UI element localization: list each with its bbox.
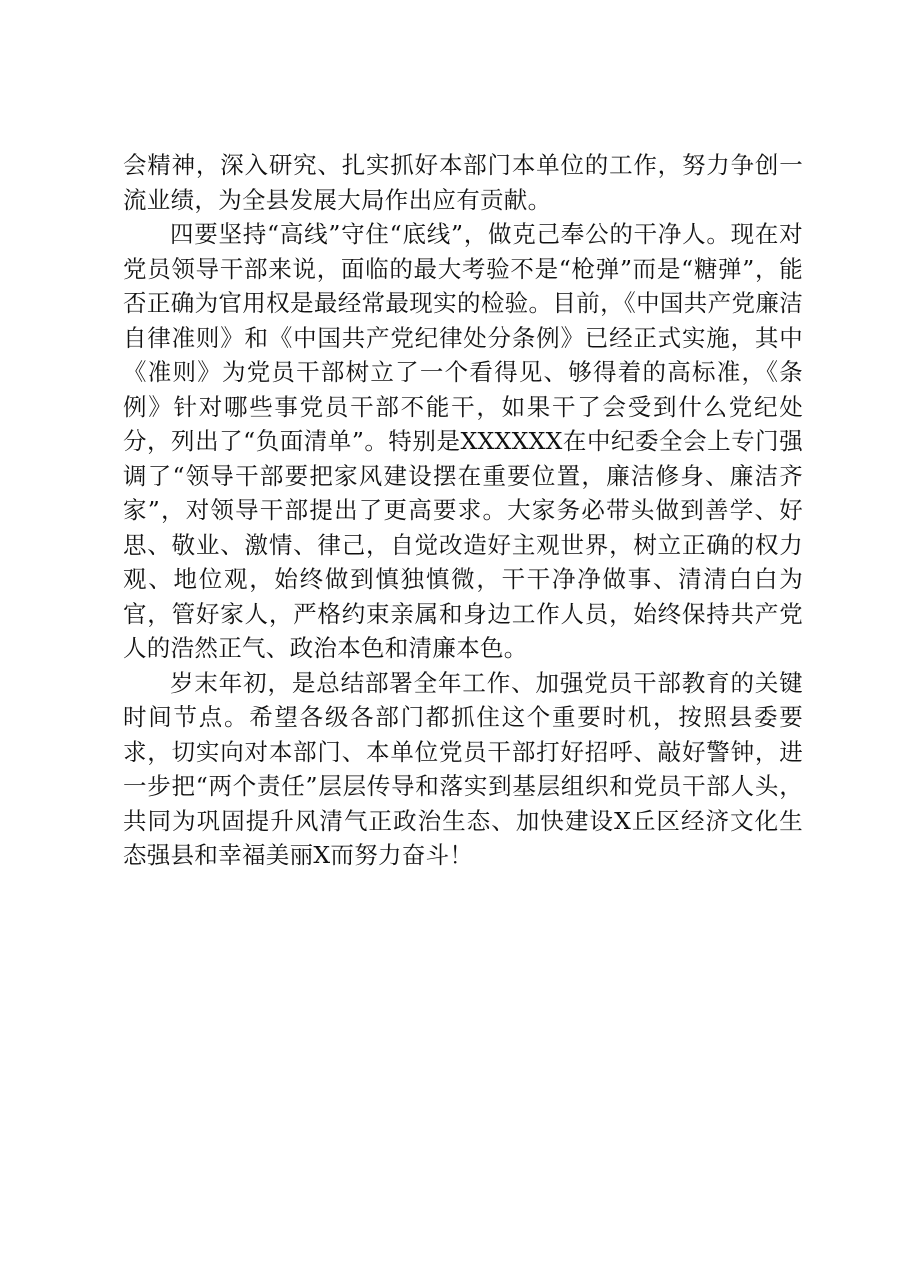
paragraph-conclusion: 岁末年初，是总结部署全年工作、加强党员干部教育的关键时间节点。希望各级各部门都抓住这个重要时机，按照县委要求，切实向对本部门、本单位党员干部打好招呼、敲好警钟，进一步把“两个责任”层层传导和落实到基层组织和党员干部人头，共同为巩固提升风清气正政治生态、加快建设X丘区经济文化生态强县和幸福美丽X而努力奋斗！ bbox=[123, 668, 803, 869]
paragraph-four-requirements: 四要坚持“高线”守住“底线”，做克己奉公的干净人。现在对党员领导干部来说，面临的最大考验不是“枪弹”而是“糖弹”，能否正确为官用权是最经常最现实的检验。目前，《中国共产党廉洁自律准则》和《中国共产党纪律处分条例》已经正式实施，其中《准则》为党员干部树立了一个看得见、够得着的高标准，《条例》针对哪些事党员干部不能干，如果干了会受到什么党纪处分，列出了“负面清单”。特别是XXXXXX在中纪委全会上专门强调了“领导干部要把家风建设摆在重要位置，廉洁修身、廉洁齐家”，对领导干部提出了更高要求。大家务必带头做到善学、好思、敬业、激情、律己，自觉改造好主观世界，树立正确的权力观、地位观，始终做到慎独慎微，干干净净做事、清清白白为官，管好家人，严格约束亲属和身边工作人员，始终保持共产党人的浩然正气、政治本色和清廉本色。 bbox=[123, 220, 803, 662]
document-body bbox=[123, 148, 803, 873]
paragraph-continuation: 会精神，深入研究、扎实抓好本部门本单位的工作，努力争创一流业绩，为全县发展大局作出应有贡献。 bbox=[123, 151, 803, 214]
